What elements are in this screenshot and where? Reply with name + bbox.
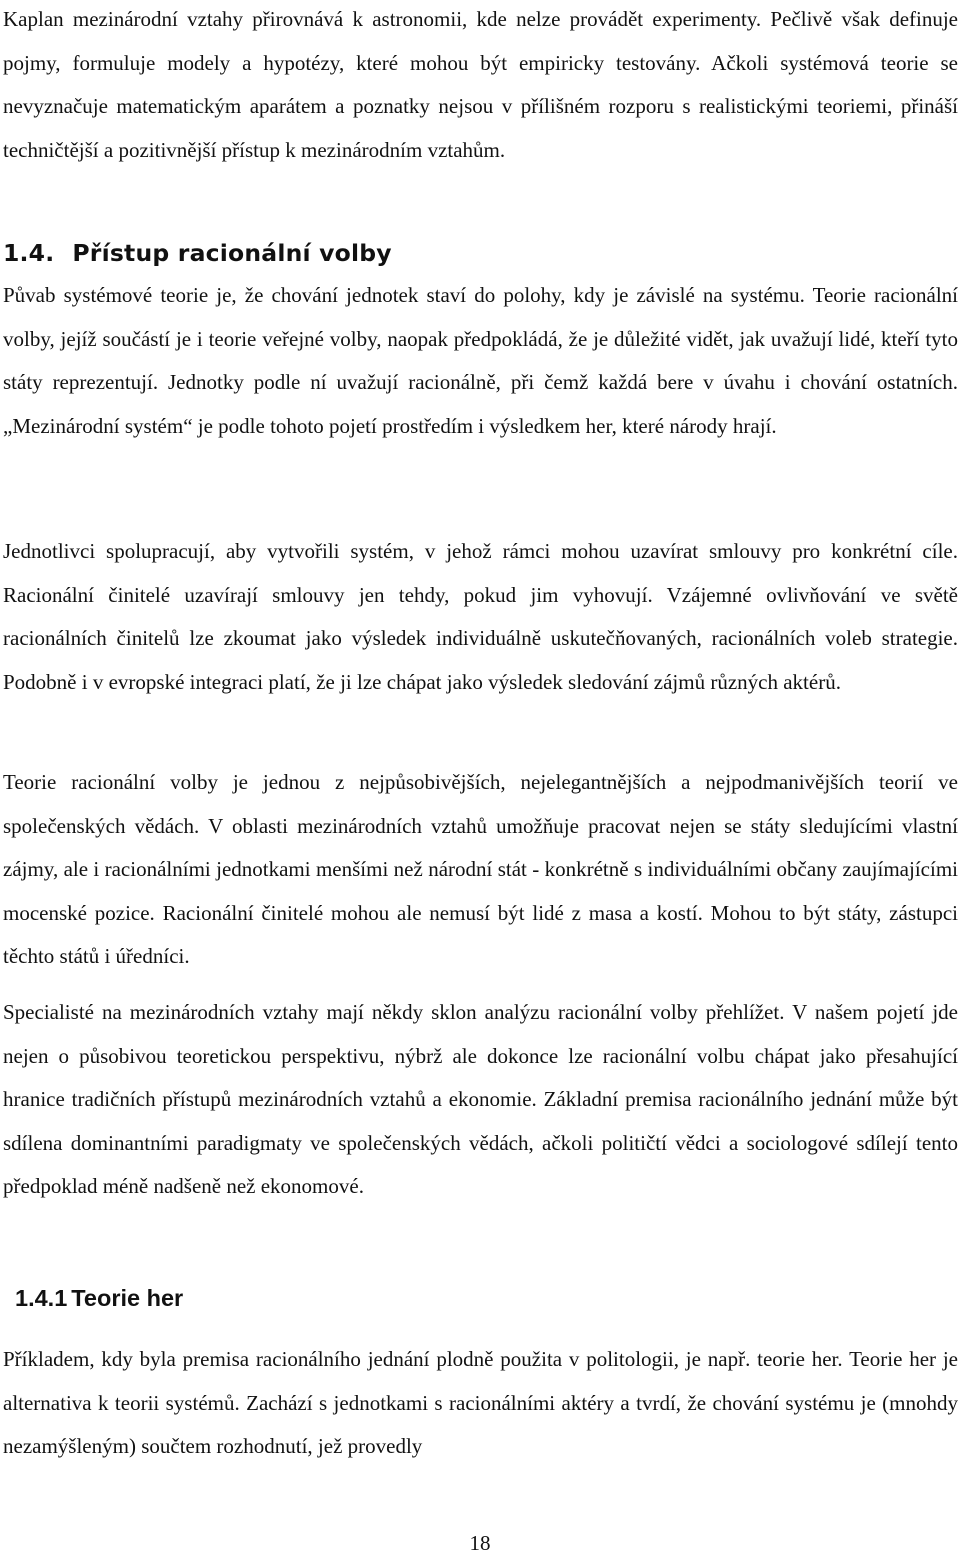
paragraph: Teorie racionální volby je jednou z nejpůsobivějších, nejelegantnějších a nejpodmanivějších teorií ve společenských vědách. V oblasti mezinárodních vztahů umožňuje pracovat nejen se státy sledujícími vlastní zájmy, ale i racionálními jednotkami menšími než národní stát - konkrétně s individuálními občany zaujímajícími mocenské pozice. Racionální činitelé mohou ale nemusí být lidé z masa a kostí. Mohou to být státy, zástupci těchto států i úředníci. [3, 770, 958, 969]
paragraph: Kaplan mezinárodní vztahy přirovnává k astronomii, kde nelze provádět experimenty. Pečlivě však definuje pojmy, formuluje modely a hypotézy, které mohou být empiricky testovány. Ačkoli systémová teorie se nevyznačuje matematickým aparátem a poznatky nejsou v přílišném rozporu s realistickými teoriemi, přináší techničtější a pozitivnější přístup k mezinárodním vztahům. [3, 7, 958, 162]
subsection-heading [15, 1285, 183, 1312]
page-number: 18 [469, 1531, 491, 1555]
paragraph: Příkladem, kdy byla premisa racionálního jednání plodně použita v politologii, je např. teorie her. Teorie her je alternativa k teorii systémů. Zachází s jednotkami s racionálními aktéry a tvrdí, že chování systému je (mnohdy nezamýšleným) součtem rozhodnutí, jež provedly [3, 1347, 958, 1459]
paragraph-block [3, 1338, 958, 1469]
section-heading [3, 239, 392, 267]
subsection-number: 1.4.1 [15, 1285, 68, 1311]
paragraph-block [3, 530, 958, 704]
paragraph-block [3, 991, 958, 1209]
paragraph: Specialisté na mezinárodních vztahy mají někdy sklon analýzu racionální volby přehlížet. V našem pojetí jde nejen o působivou teoretickou perspektivu, nýbrž ale dokonce lze racionální volbu chápat jako přesahující hranice tradičních přístupů mezinárodních vztahů a ekonomie. Základní premisa racionálního jednání může být sdílena dominantními paradigmaty ve společenských vědách, ačkoli političtí vědci a sociologové sdílejí tento předpoklad méně nadšeně než ekonomové. [3, 1000, 958, 1199]
paragraph: Půvab systémové teorie je, že chování jednotek staví do polohy, kdy je závislé na systému. Teorie racionální volby, jejíž součástí je i teorie veřejné volby, naopak předpokládá, že je důležité vidět, jak uvažují lidé, kteří tyto státy reprezentují. Jednotky podle ní uvažují racionálně, při čemž každá bere v úvahu i chování ostatních. „Mezinárodní systém“ je podle tohoto pojetí prostředím i výsledkem her, které národy hrají. [3, 283, 958, 438]
section-number: 1.4. [3, 239, 55, 267]
section-title: Přístup racionální volby [72, 239, 392, 267]
paragraph-block [3, 274, 958, 448]
paragraph-block [3, 0, 958, 172]
paragraph-block [3, 761, 958, 979]
subsection-title: Teorie her [71, 1285, 184, 1311]
paragraph: Jednotlivci spolupracují, aby vytvořili systém, v jehož rámci mohou uzavírat smlouvy pro konkrétní cíle. Racionální činitelé uzavírají smlouvy jen tehdy, pokud jim vyhovují. Vzájemné ovlivňování ve světě racionálních činitelů lze zkoumat jako výsledek individuálně uskutečňovaných, racionálních voleb strategie. Podobně i v evropské integraci platí, že ji lze chápat jako výsledek sledování zájmů různých aktérů. [3, 539, 958, 694]
